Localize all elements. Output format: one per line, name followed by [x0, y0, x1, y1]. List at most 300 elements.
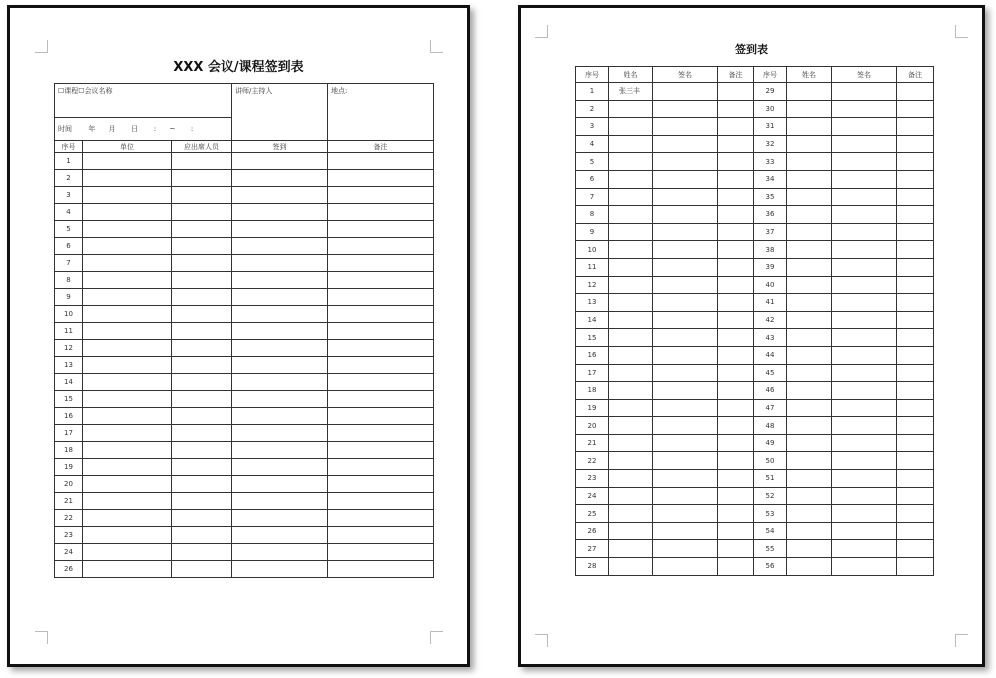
- time-colon: :: [190, 125, 194, 133]
- signature-cell[interactable]: [653, 294, 718, 312]
- remarks-cell[interactable]: [718, 399, 754, 417]
- remarks-cell[interactable]: [897, 135, 934, 153]
- attendee-cell[interactable]: [172, 153, 232, 170]
- remarks-cell[interactable]: [328, 289, 434, 306]
- signin-cell[interactable]: [232, 306, 328, 323]
- signin-cell[interactable]: [232, 510, 328, 527]
- remarks-cell[interactable]: [897, 206, 934, 224]
- unit-cell[interactable]: [83, 340, 172, 357]
- remarks-cell[interactable]: [897, 188, 934, 206]
- signature-cell[interactable]: [832, 417, 897, 435]
- signature-cell[interactable]: [653, 452, 718, 470]
- name-cell[interactable]: [787, 135, 832, 153]
- signature-cell[interactable]: [653, 223, 718, 241]
- remarks-cell[interactable]: [718, 258, 754, 276]
- location-label: 地点:: [331, 87, 348, 95]
- name-cell[interactable]: [609, 188, 653, 206]
- remarks-cell[interactable]: [897, 364, 934, 382]
- name-cell[interactable]: [787, 505, 832, 523]
- signin-cell[interactable]: [232, 323, 328, 340]
- signature-cell[interactable]: [832, 540, 897, 558]
- signature-cell[interactable]: [653, 487, 718, 505]
- unit-cell[interactable]: [83, 153, 172, 170]
- attendee-cell[interactable]: [172, 476, 232, 493]
- name-cell[interactable]: [787, 153, 832, 171]
- signature-cell[interactable]: [653, 399, 718, 417]
- remarks-cell[interactable]: [328, 493, 434, 510]
- unit-cell[interactable]: [83, 561, 172, 578]
- name-cell[interactable]: [787, 346, 832, 364]
- remarks-cell[interactable]: [718, 522, 754, 540]
- signature-cell[interactable]: [832, 153, 897, 171]
- unit-cell[interactable]: [83, 476, 172, 493]
- signature-cell[interactable]: [832, 135, 897, 153]
- remarks-cell[interactable]: [718, 346, 754, 364]
- remarks-cell[interactable]: [897, 487, 934, 505]
- row-number: 14: [576, 311, 609, 329]
- unit-cell[interactable]: [83, 272, 172, 289]
- remarks-cell[interactable]: [328, 306, 434, 323]
- name-cell[interactable]: [609, 258, 653, 276]
- remarks-cell[interactable]: [718, 83, 754, 101]
- remarks-cell[interactable]: [897, 258, 934, 276]
- attendee-cell[interactable]: [172, 187, 232, 204]
- name-cell[interactable]: [787, 452, 832, 470]
- remarks-cell[interactable]: [328, 544, 434, 561]
- name-cell[interactable]: [609, 540, 653, 558]
- name-cell[interactable]: [609, 452, 653, 470]
- name-cell[interactable]: [609, 487, 653, 505]
- name-cell[interactable]: [609, 522, 653, 540]
- remarks-cell[interactable]: [328, 510, 434, 527]
- remarks-cell[interactable]: [718, 364, 754, 382]
- unit-cell[interactable]: [83, 544, 172, 561]
- name-cell[interactable]: [787, 100, 832, 118]
- attendee-cell[interactable]: [172, 374, 232, 391]
- name-cell[interactable]: [609, 346, 653, 364]
- remarks-cell[interactable]: [897, 329, 934, 347]
- remarks-cell[interactable]: [328, 425, 434, 442]
- name-cell[interactable]: [609, 223, 653, 241]
- attendee-cell[interactable]: [172, 340, 232, 357]
- remarks-cell[interactable]: [328, 527, 434, 544]
- signature-cell[interactable]: [653, 364, 718, 382]
- remarks-cell[interactable]: [718, 382, 754, 400]
- remarks-cell[interactable]: [897, 118, 934, 136]
- name-cell[interactable]: [787, 188, 832, 206]
- location-cell[interactable]: [328, 84, 434, 141]
- signature-cell[interactable]: [653, 540, 718, 558]
- name-cell[interactable]: [609, 399, 653, 417]
- signature-cell[interactable]: [832, 83, 897, 101]
- header-seq: 序号: [576, 67, 609, 83]
- row-number: 21: [55, 493, 83, 510]
- signature-cell[interactable]: [653, 118, 718, 136]
- remarks-cell[interactable]: [718, 294, 754, 312]
- remarks-cell[interactable]: [897, 417, 934, 435]
- remarks-cell[interactable]: [718, 206, 754, 224]
- name-cell[interactable]: [787, 470, 832, 488]
- signature-cell[interactable]: [653, 258, 718, 276]
- signature-cell[interactable]: [832, 487, 897, 505]
- remarks-cell[interactable]: [328, 357, 434, 374]
- name-cell[interactable]: [787, 311, 832, 329]
- remarks-cell[interactable]: [328, 340, 434, 357]
- row-number: 56: [754, 558, 787, 576]
- name-cell[interactable]: [609, 170, 653, 188]
- unit-cell[interactable]: [83, 170, 172, 187]
- signature-cell[interactable]: [653, 434, 718, 452]
- attendee-cell[interactable]: [172, 408, 232, 425]
- remarks-cell[interactable]: [897, 540, 934, 558]
- remarks-cell[interactable]: [328, 187, 434, 204]
- unit-cell[interactable]: [83, 510, 172, 527]
- signature-cell[interactable]: [832, 470, 897, 488]
- attendee-cell[interactable]: [172, 289, 232, 306]
- signature-cell[interactable]: [653, 153, 718, 171]
- signature-cell[interactable]: [832, 311, 897, 329]
- remarks-cell[interactable]: [328, 323, 434, 340]
- attendee-cell[interactable]: [172, 527, 232, 544]
- remarks-cell[interactable]: [718, 135, 754, 153]
- name-cell[interactable]: [609, 100, 653, 118]
- name-cell[interactable]: [609, 153, 653, 171]
- name-cell[interactable]: [609, 276, 653, 294]
- table-row: [576, 399, 934, 417]
- signin-cell[interactable]: [232, 544, 328, 561]
- signature-cell[interactable]: [653, 311, 718, 329]
- name-cell[interactable]: [787, 487, 832, 505]
- attendee-cell[interactable]: [172, 306, 232, 323]
- remarks-cell[interactable]: [328, 408, 434, 425]
- remarks-cell[interactable]: [897, 241, 934, 259]
- name-cell[interactable]: [787, 522, 832, 540]
- signature-cell[interactable]: [832, 382, 897, 400]
- name-cell[interactable]: [609, 558, 653, 576]
- signature-cell[interactable]: [832, 118, 897, 136]
- signature-cell[interactable]: [832, 452, 897, 470]
- attendee-cell[interactable]: [172, 204, 232, 221]
- name-cell[interactable]: [609, 135, 653, 153]
- signature-cell[interactable]: [832, 434, 897, 452]
- signature-cell[interactable]: [653, 241, 718, 259]
- name-cell[interactable]: [609, 241, 653, 259]
- signin-cell[interactable]: [232, 153, 328, 170]
- remarks-cell[interactable]: [718, 558, 754, 576]
- signin-cell[interactable]: [232, 272, 328, 289]
- signin-cell[interactable]: [232, 476, 328, 493]
- remarks-cell[interactable]: [718, 241, 754, 259]
- remarks-cell[interactable]: [897, 558, 934, 576]
- unit-cell[interactable]: [83, 493, 172, 510]
- signature-cell[interactable]: [832, 170, 897, 188]
- remarks-cell[interactable]: [718, 434, 754, 452]
- signature-cell[interactable]: [832, 505, 897, 523]
- signature-cell[interactable]: [832, 276, 897, 294]
- signature-cell[interactable]: [653, 206, 718, 224]
- attendee-cell[interactable]: [172, 510, 232, 527]
- signin-cell[interactable]: [232, 204, 328, 221]
- signature-cell[interactable]: [653, 83, 718, 101]
- name-cell[interactable]: [609, 329, 653, 347]
- name-cell[interactable]: [787, 206, 832, 224]
- table-row: [576, 276, 934, 294]
- remarks-cell[interactable]: [897, 346, 934, 364]
- signature-cell[interactable]: [832, 558, 897, 576]
- signin-cell[interactable]: [232, 425, 328, 442]
- time-colon: :: [153, 125, 157, 133]
- signin-cell[interactable]: [232, 374, 328, 391]
- remarks-cell[interactable]: [897, 170, 934, 188]
- name-cell[interactable]: [787, 258, 832, 276]
- remarks-cell[interactable]: [897, 382, 934, 400]
- remarks-cell[interactable]: [718, 118, 754, 136]
- signin-cell[interactable]: [232, 408, 328, 425]
- unit-cell[interactable]: [83, 442, 172, 459]
- attendee-cell[interactable]: [172, 255, 232, 272]
- remarks-cell[interactable]: [328, 238, 434, 255]
- signature-cell[interactable]: [832, 522, 897, 540]
- name-cell[interactable]: [787, 83, 832, 101]
- row-number: 9: [576, 223, 609, 241]
- remarks-cell[interactable]: [718, 153, 754, 171]
- attendee-cell[interactable]: [172, 170, 232, 187]
- row-number: 12: [55, 340, 83, 357]
- unit-cell[interactable]: [83, 527, 172, 544]
- remarks-cell[interactable]: [328, 391, 434, 408]
- signature-cell[interactable]: [832, 241, 897, 259]
- remarks-cell[interactable]: [718, 170, 754, 188]
- row-number: 25: [576, 505, 609, 523]
- instructor-cell[interactable]: [232, 84, 328, 141]
- remarks-cell[interactable]: [897, 223, 934, 241]
- table-row: [576, 487, 934, 505]
- remarks-cell[interactable]: [718, 470, 754, 488]
- name-cell[interactable]: [787, 434, 832, 452]
- remarks-cell[interactable]: [328, 170, 434, 187]
- signature-cell[interactable]: [832, 364, 897, 382]
- remarks-cell[interactable]: [718, 100, 754, 118]
- name-cell[interactable]: [609, 434, 653, 452]
- unit-cell[interactable]: [83, 357, 172, 374]
- name-cell[interactable]: [609, 382, 653, 400]
- table-row: [576, 452, 934, 470]
- name-cell[interactable]: 张三丰: [609, 83, 653, 101]
- time-cell[interactable]: [55, 118, 232, 141]
- attendee-cell[interactable]: [172, 272, 232, 289]
- remarks-cell[interactable]: [328, 561, 434, 578]
- attendee-cell[interactable]: [172, 544, 232, 561]
- signin-cell[interactable]: [232, 238, 328, 255]
- remarks-cell[interactable]: [897, 399, 934, 417]
- signature-cell[interactable]: [653, 135, 718, 153]
- document-page-2: [518, 5, 985, 667]
- signature-cell[interactable]: [653, 329, 718, 347]
- remarks-cell[interactable]: [897, 434, 934, 452]
- name-cell[interactable]: [609, 311, 653, 329]
- name-cell[interactable]: [787, 364, 832, 382]
- signature-cell[interactable]: [653, 505, 718, 523]
- remarks-cell[interactable]: [718, 487, 754, 505]
- remarks-cell[interactable]: [328, 476, 434, 493]
- remarks-cell[interactable]: [897, 452, 934, 470]
- name-cell[interactable]: [609, 505, 653, 523]
- attendee-cell[interactable]: [172, 442, 232, 459]
- signature-cell[interactable]: [653, 346, 718, 364]
- attendee-cell[interactable]: [172, 561, 232, 578]
- name-cell[interactable]: [609, 417, 653, 435]
- name-cell[interactable]: [787, 241, 832, 259]
- remarks-cell[interactable]: [718, 311, 754, 329]
- attendee-cell[interactable]: [172, 221, 232, 238]
- remarks-cell[interactable]: [328, 374, 434, 391]
- remarks-cell[interactable]: [718, 540, 754, 558]
- signin-cell[interactable]: [232, 289, 328, 306]
- signature-cell[interactable]: [832, 206, 897, 224]
- signature-cell[interactable]: [832, 188, 897, 206]
- name-cell[interactable]: [787, 294, 832, 312]
- remarks-cell[interactable]: [328, 442, 434, 459]
- signature-cell[interactable]: [832, 258, 897, 276]
- table-row: [55, 187, 434, 204]
- meeting-name-cell[interactable]: [55, 84, 232, 118]
- remarks-cell[interactable]: [897, 311, 934, 329]
- attendee-cell[interactable]: [172, 323, 232, 340]
- remarks-cell[interactable]: [897, 83, 934, 101]
- remarks-cell[interactable]: [897, 505, 934, 523]
- remarks-cell[interactable]: [718, 505, 754, 523]
- signin-cell[interactable]: [232, 442, 328, 459]
- signin-cell[interactable]: [232, 357, 328, 374]
- signin-cell[interactable]: [232, 493, 328, 510]
- row-number: 45: [754, 364, 787, 382]
- remarks-cell[interactable]: [718, 276, 754, 294]
- unit-cell[interactable]: [83, 306, 172, 323]
- remarks-cell[interactable]: [897, 470, 934, 488]
- unit-cell[interactable]: [83, 323, 172, 340]
- name-cell[interactable]: [609, 470, 653, 488]
- row-number: 47: [754, 399, 787, 417]
- unit-cell[interactable]: [83, 374, 172, 391]
- remarks-cell[interactable]: [328, 204, 434, 221]
- signature-cell[interactable]: [653, 417, 718, 435]
- name-cell[interactable]: [787, 276, 832, 294]
- signin-cell[interactable]: [232, 561, 328, 578]
- signature-cell[interactable]: [653, 522, 718, 540]
- remarks-cell[interactable]: [328, 255, 434, 272]
- remarks-cell[interactable]: [897, 294, 934, 312]
- row-number: 42: [754, 311, 787, 329]
- signature-cell[interactable]: [653, 382, 718, 400]
- remarks-cell[interactable]: [718, 329, 754, 347]
- signin-cell[interactable]: [232, 187, 328, 204]
- unit-cell[interactable]: [83, 391, 172, 408]
- row-number: 10: [55, 306, 83, 323]
- attendee-cell[interactable]: [172, 459, 232, 476]
- signature-cell[interactable]: [832, 399, 897, 417]
- attendee-cell[interactable]: [172, 357, 232, 374]
- unit-cell[interactable]: [83, 255, 172, 272]
- unit-cell[interactable]: [83, 187, 172, 204]
- remarks-cell[interactable]: [897, 276, 934, 294]
- signature-cell[interactable]: [832, 346, 897, 364]
- attendee-cell[interactable]: [172, 238, 232, 255]
- table-row: [55, 408, 434, 425]
- name-cell[interactable]: [787, 399, 832, 417]
- name-cell[interactable]: [787, 118, 832, 136]
- signature-cell[interactable]: [653, 470, 718, 488]
- unit-cell[interactable]: [83, 408, 172, 425]
- signature-cell[interactable]: [832, 100, 897, 118]
- attendee-cell[interactable]: [172, 425, 232, 442]
- signature-cell[interactable]: [653, 100, 718, 118]
- attendee-cell[interactable]: [172, 391, 232, 408]
- remarks-cell[interactable]: [718, 188, 754, 206]
- row-number: 53: [754, 505, 787, 523]
- remarks-cell[interactable]: [328, 272, 434, 289]
- name-cell[interactable]: [787, 223, 832, 241]
- unit-cell[interactable]: [83, 238, 172, 255]
- remarks-cell[interactable]: [328, 153, 434, 170]
- name-cell[interactable]: [787, 558, 832, 576]
- signature-cell[interactable]: [832, 294, 897, 312]
- signin-cell[interactable]: [232, 255, 328, 272]
- table-row: [576, 170, 934, 188]
- row-number: 6: [576, 170, 609, 188]
- unit-cell[interactable]: [83, 221, 172, 238]
- remarks-cell[interactable]: [897, 522, 934, 540]
- remarks-cell[interactable]: [328, 221, 434, 238]
- name-cell[interactable]: [787, 382, 832, 400]
- name-cell[interactable]: [787, 329, 832, 347]
- signin-cell[interactable]: [232, 340, 328, 357]
- remarks-cell[interactable]: [718, 452, 754, 470]
- name-cell[interactable]: [609, 364, 653, 382]
- signin-cell[interactable]: [232, 170, 328, 187]
- signin-cell[interactable]: [232, 527, 328, 544]
- signin-cell[interactable]: [232, 221, 328, 238]
- signature-cell[interactable]: [832, 223, 897, 241]
- header-signature: 签名: [832, 67, 897, 83]
- name-cell[interactable]: [609, 294, 653, 312]
- signin-cell[interactable]: [232, 391, 328, 408]
- remarks-cell[interactable]: [897, 100, 934, 118]
- remarks-cell[interactable]: [328, 459, 434, 476]
- name-cell[interactable]: [787, 170, 832, 188]
- unit-cell[interactable]: [83, 289, 172, 306]
- remarks-cell[interactable]: [897, 153, 934, 171]
- name-cell[interactable]: [787, 540, 832, 558]
- signature-cell[interactable]: [653, 170, 718, 188]
- name-cell[interactable]: [787, 417, 832, 435]
- signature-cell[interactable]: [653, 558, 718, 576]
- margin-corner-mark: [535, 634, 548, 647]
- attendee-cell[interactable]: [172, 493, 232, 510]
- signin-cell[interactable]: [232, 459, 328, 476]
- row-number: 3: [576, 118, 609, 136]
- name-cell[interactable]: [609, 206, 653, 224]
- row-number: 5: [576, 153, 609, 171]
- unit-cell[interactable]: [83, 425, 172, 442]
- signature-cell[interactable]: [653, 188, 718, 206]
- unit-cell[interactable]: [83, 459, 172, 476]
- remarks-cell[interactable]: [718, 223, 754, 241]
- name-cell[interactable]: [609, 118, 653, 136]
- signature-cell[interactable]: [832, 329, 897, 347]
- unit-cell[interactable]: [83, 204, 172, 221]
- remarks-cell[interactable]: [718, 417, 754, 435]
- signature-cell[interactable]: [653, 276, 718, 294]
